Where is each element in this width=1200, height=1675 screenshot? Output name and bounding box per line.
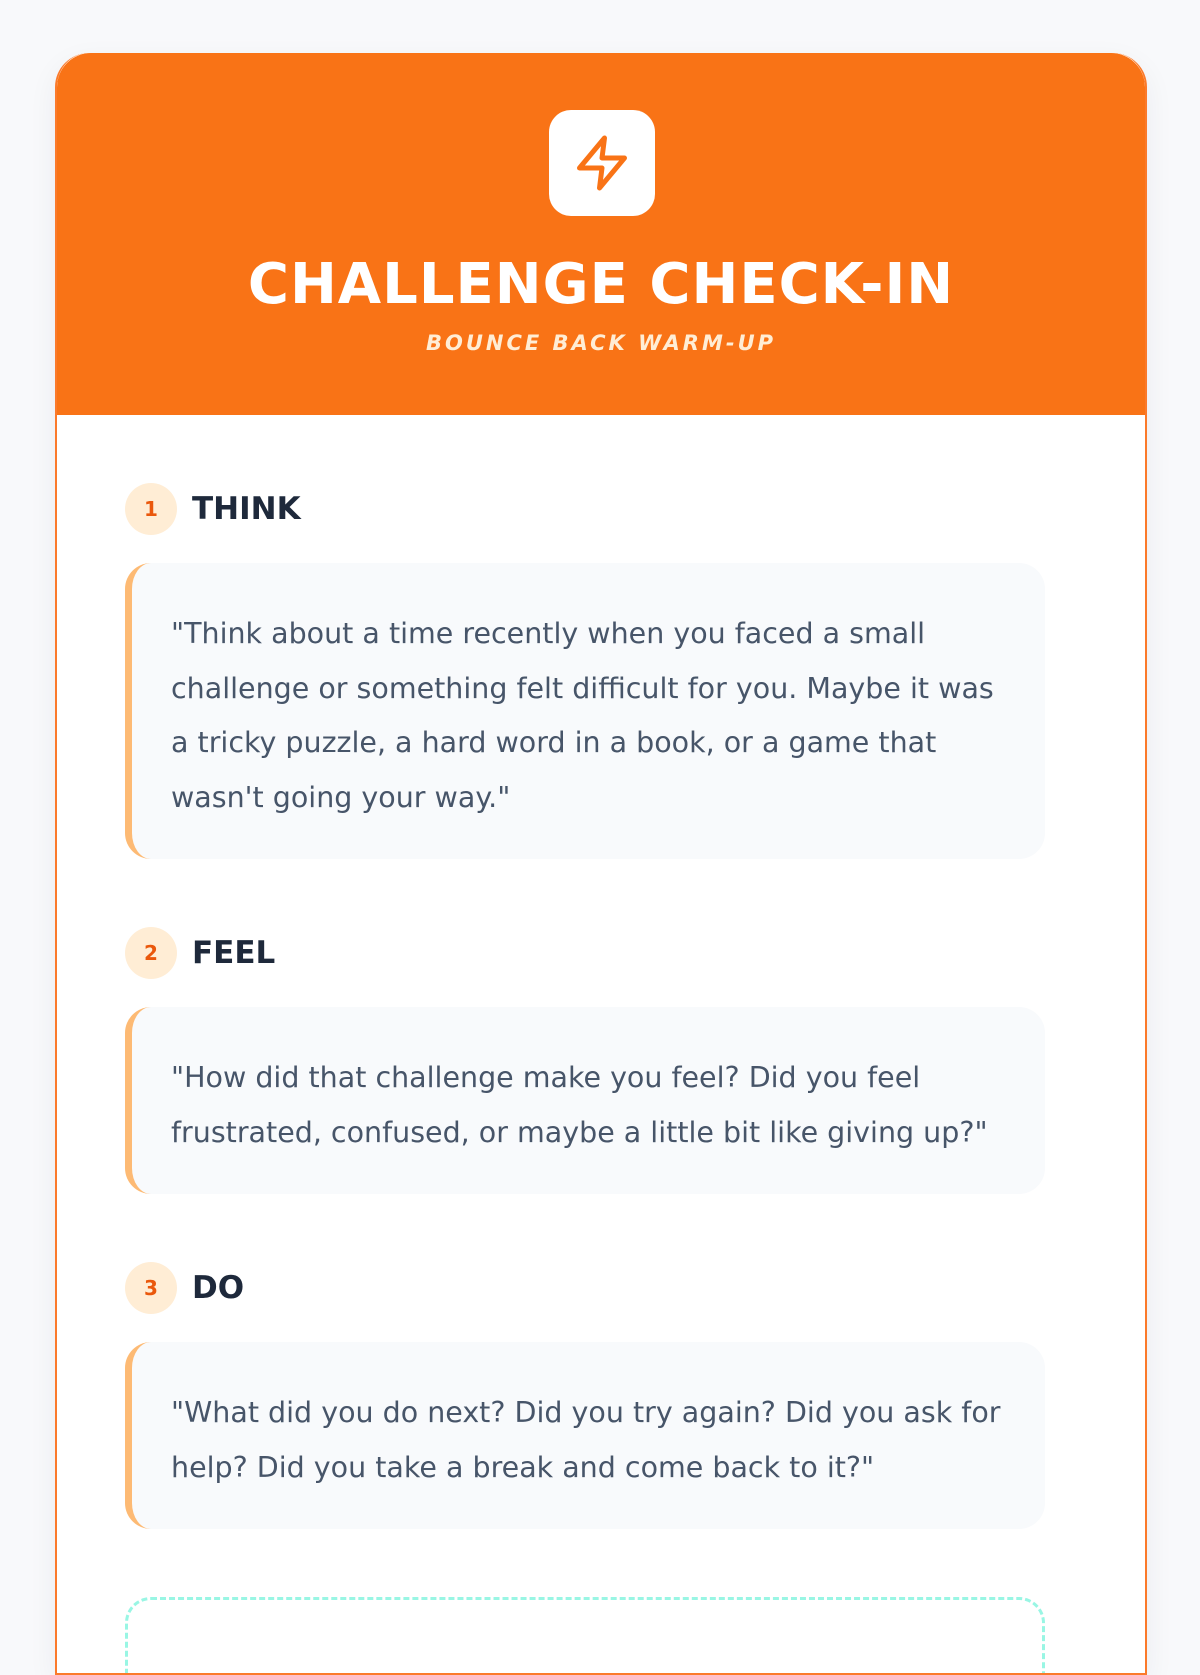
section-think-prompt: "Think about a time recently when you faced a small challenge or something felt difficult for you. Maybe it was a tricky puzzle, a hard word in a book, or a game that wasn't going your way." bbox=[125, 563, 1045, 859]
logo-tile bbox=[549, 110, 655, 216]
card-header bbox=[57, 53, 1145, 415]
section-feel-prompt: "How did that challenge make you feel? Did you feel frustrated, confused, or maybe a little bit like giving up?" bbox=[125, 1007, 1045, 1194]
section-think-heading bbox=[125, 483, 301, 535]
page-subtitle: BOUNCE BACK WARM-UP bbox=[425, 331, 777, 355]
section-label: FEEL bbox=[192, 935, 276, 971]
next-activity-box bbox=[125, 1597, 1045, 1675]
section-label: THINK bbox=[192, 491, 301, 527]
section-do-prompt: "What did you do next? Did you try again? Did you ask for help? Did you take a break and come back to it?" bbox=[125, 1342, 1045, 1529]
section-feel-heading bbox=[125, 927, 275, 979]
lightning-bolt-icon bbox=[572, 133, 632, 193]
step-number-badge: 1 bbox=[125, 483, 177, 535]
section-do-heading bbox=[125, 1262, 244, 1314]
check-in-card bbox=[55, 53, 1147, 1675]
step-number-badge: 2 bbox=[125, 927, 177, 979]
page-title: CHALLENGE CHECK-IN bbox=[247, 252, 955, 317]
section-label: DO bbox=[192, 1270, 245, 1306]
step-number-badge: 3 bbox=[125, 1262, 177, 1314]
